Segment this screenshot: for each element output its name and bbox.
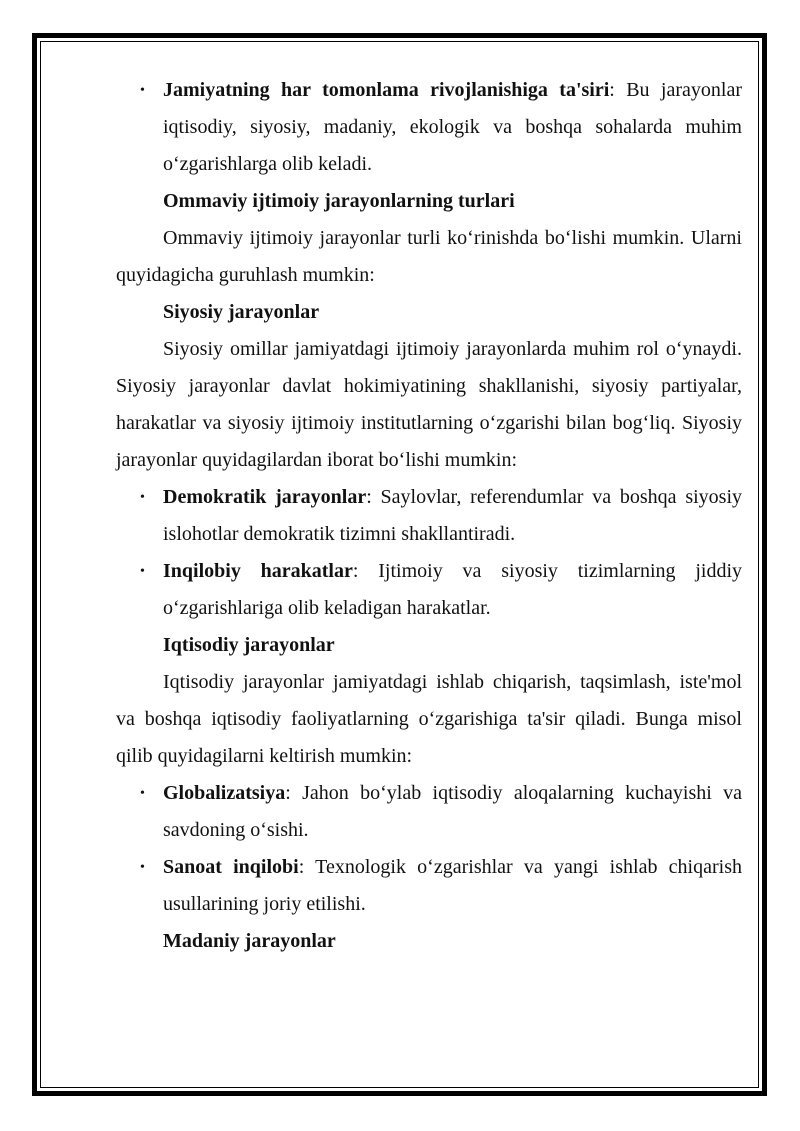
bullet-text: : Bu jarayonlar iqtisodiy, siyosiy, madaniy, ekologik va boshqa sohalarda muhim o‘zgarishlarga olib keladi. <box>163 79 742 175</box>
paragraph: Ommaviy ijtimoiy jarayonlar turli ko‘rinishda bo‘lishi mumkin. Ularni quyidagicha guruhlash mumkin: <box>116 227 742 286</box>
bullet-item <box>116 553 742 627</box>
bullet-text: : Texnologik o‘zgarishlar va yangi ishlab chiqarish usullarining joriy etilishi. <box>163 856 742 915</box>
paragraph: Iqtisodiy jarayonlar jamiyatdagi ishlab chiqarish, taqsimlash, iste'mol va boshqa iqtisodiy faoliyatlarning o‘zgarishiga ta'sir qiladi. Bunga misol qilib quyidagilarni keltirish mumkin: <box>116 671 742 767</box>
bullet-text: : Saylovlar, referendumlar va boshqa siyosiy islohotlar demokratik tizimni shakllantiradi. <box>163 486 742 545</box>
bullet-item <box>116 775 742 849</box>
bullet-icon: • <box>140 83 145 98</box>
bullet-icon: • <box>140 786 145 801</box>
bullet-term: Inqilobiy harakatlar <box>163 560 353 582</box>
bullet-term: Sanoat inqilobi <box>163 856 299 878</box>
page-content <box>116 72 742 960</box>
bullet-item <box>116 72 742 183</box>
bullet-icon: • <box>140 860 145 875</box>
bullet-text: : Jahon bo‘ylab iqtisodiy aloqalarning kuchayishi va savdoning o‘sishi. <box>163 782 742 841</box>
bullet-term: Jamiyatning har tomonlama rivojlanishiga ta'siri <box>163 79 610 101</box>
bullet-icon: • <box>140 490 145 505</box>
section-heading: Iqtisodiy jarayonlar <box>163 634 335 656</box>
section-heading: Ommaviy ijtimoiy jarayonlarning turlari <box>163 190 515 212</box>
bullet-item <box>116 849 742 923</box>
section-heading: Madaniy jarayonlar <box>163 930 336 952</box>
bullet-term: Demokratik jarayonlar <box>163 486 367 508</box>
section-heading: Siyosiy jarayonlar <box>163 301 320 323</box>
bullet-item <box>116 479 742 553</box>
paragraph: Siyosiy omillar jamiyatdagi ijtimoiy jarayonlarda muhim rol o‘ynaydi. Siyosiy jarayonlar davlat hokimiyatining shakllanishi, siyosiy partiyalar, harakatlar va siyosiy ijtimoiy institutlarning o‘zgarishi bilan bog‘liq. Siyosiy jarayonlar quyidagilardan iborat bo‘lishi mumkin: <box>116 338 742 471</box>
bullet-term: Globalizatsiya <box>163 782 286 804</box>
bullet-text: : Ijtimoiy va siyosiy tizimlarning jiddiy o‘zgarishlariga olib keladigan harakatlar. <box>163 560 742 619</box>
bullet-icon: • <box>140 564 145 579</box>
